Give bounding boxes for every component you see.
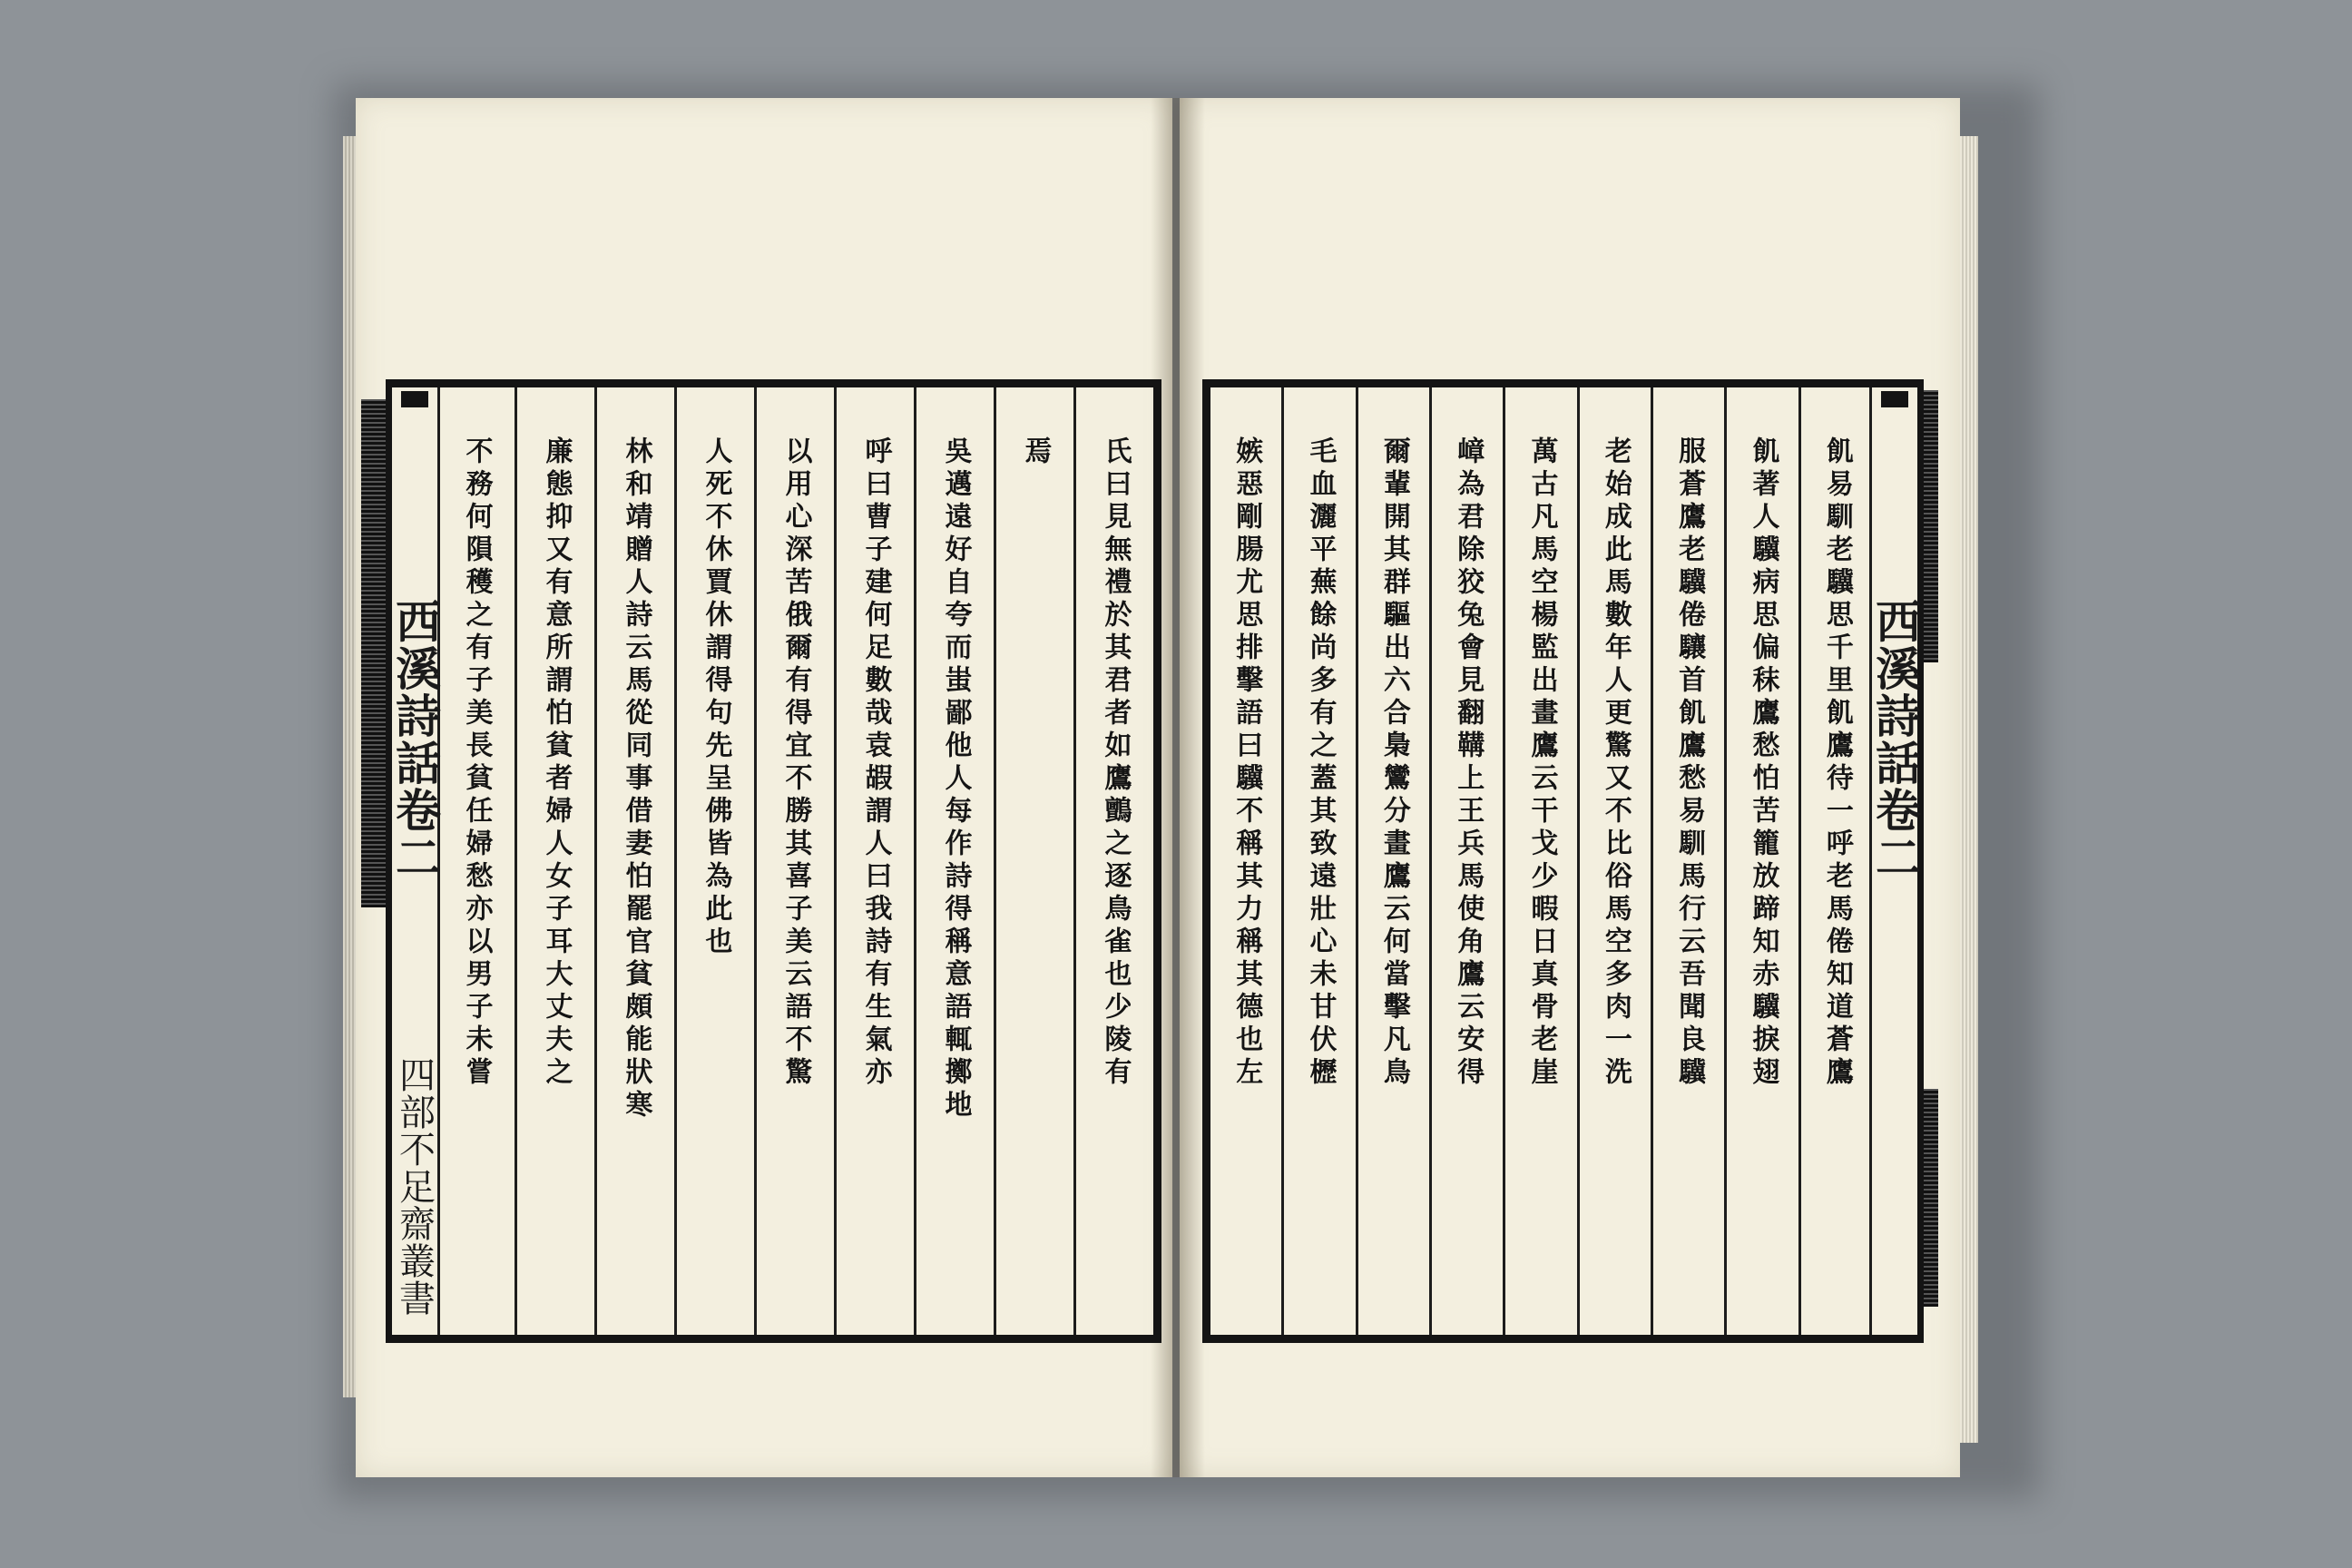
column-text: 呼曰曹子建何足數哉袁嘏謂人曰我詩有生氣亦: [859, 436, 892, 1090]
column-text: 氏曰見無禮於其君者如鷹鸇之逐鳥雀也少陵有: [1099, 436, 1132, 1090]
text-column: [514, 387, 594, 1335]
column-text: 毛血灑平蕪餘尚多有之蓋其致遠壯心未甘伏櫪: [1304, 436, 1337, 1090]
text-column: [1429, 387, 1503, 1335]
right-fold-margin: [1868, 387, 1922, 1335]
left-fold-margin: [388, 387, 442, 1335]
text-column: [594, 387, 674, 1335]
column-text: 嶂為君除狡兔會見翻鞲上王兵馬使角鷹云安得: [1452, 436, 1485, 1090]
left-text-block: [386, 379, 1161, 1343]
column-text: 飢易馴老驥思千里飢鷹待一呼老馬倦知道蒼鷹: [1820, 436, 1853, 1090]
column-text: 以用心深苦俄爾有得宜不勝其喜子美云語不驚: [779, 436, 812, 1090]
column-text: 老始成此馬數年人更驚又不比俗馬空多肉一洗: [1599, 436, 1632, 1090]
text-column: [1724, 387, 1798, 1335]
left-fold-footer: 四部不足齋叢書: [393, 1056, 436, 1317]
text-column: [1577, 387, 1651, 1335]
text-column: [1356, 387, 1429, 1335]
text-column: [1281, 387, 1355, 1335]
text-column: [1073, 387, 1153, 1335]
column-text: 飢著人驥病思偏秣鷹愁怕苦籠放蹄知赤驥捩翅: [1747, 436, 1779, 1090]
text-column: [437, 387, 514, 1335]
column-text: 人死不休賈休謂得句先呈佛皆為此也: [700, 436, 732, 959]
column-text: 廉態抑又有意所謂怕貧者婦人女子耳大丈夫之: [540, 436, 573, 1090]
column-text: 服蒼鷹老驥倦驤首飢鷹愁易馴馬行云吾聞良驥: [1673, 436, 1706, 1090]
right-fold-title: 西溪詩話卷二: [1868, 598, 1922, 881]
column-text: 吳邁遠好自夸而蚩鄙他人每作詩得稱意語輒擲地: [939, 436, 972, 1122]
right-columns: [1210, 387, 1872, 1335]
text-column: [1503, 387, 1576, 1335]
left-columns: [437, 387, 1153, 1335]
text-column: [674, 387, 754, 1335]
column-text: 林和靖贈人詩云馬從同事借妻怕罷官貧頗能狀寒: [620, 436, 652, 1122]
text-column: [1798, 387, 1872, 1335]
text-column: [1210, 387, 1281, 1335]
column-text: 焉: [1019, 436, 1052, 469]
column-text: 萬古凡馬空楊監出畫鷹云干戈少暇日真骨老崖: [1525, 436, 1558, 1090]
text-column: [1651, 387, 1724, 1335]
left-fold-title: 西溪詩話卷二: [388, 598, 442, 881]
text-column: [834, 387, 914, 1335]
column-text: 嫉惡剛腸尤思排擊語曰驥不稱其力稱其德也左: [1230, 436, 1263, 1090]
text-column: [754, 387, 834, 1335]
fish-tail-mark: [1881, 391, 1908, 407]
column-text: 爾輩開其群驅出六合梟鸞分畫鷹云何當擊凡鳥: [1377, 436, 1410, 1090]
right-text-block: [1202, 379, 1924, 1343]
fish-tail-mark: [401, 391, 428, 407]
text-column: [914, 387, 994, 1335]
text-column: [994, 387, 1073, 1335]
column-text: 不務何隕穫之有子美長貧任婦愁亦以男子未嘗: [460, 436, 493, 1090]
